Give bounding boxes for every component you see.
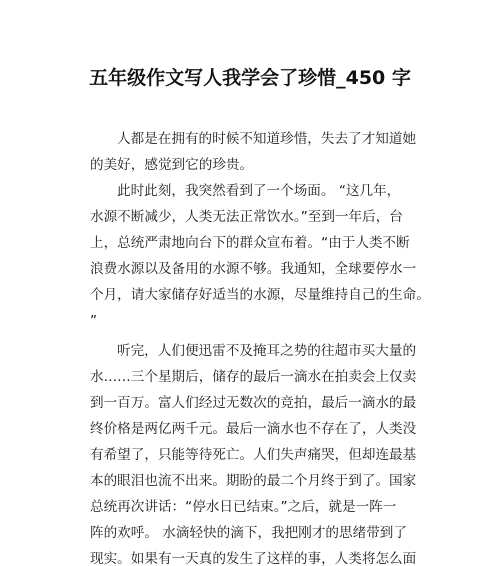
text-line: 阵的欢呼。 水滴轻快的滴下，我把刚才的思绪带到了	[90, 525, 407, 541]
text-line: 水……三个星期后，储存的最后一滴水在拍卖会上仅卖	[90, 369, 417, 385]
text-line: 终价格是两亿两千元。最后一滴水也不存在了，人类没	[90, 421, 417, 437]
text-line: 此时此刻，我突然看到了一个场面。 “这几年，	[117, 183, 401, 199]
text-line: 水源不断减少，人类无法正常饮水。”至到一年后，台	[90, 209, 403, 225]
text-line: 浪费水源以及备用的水源不够。我通知，全球要停水一	[90, 261, 417, 277]
text-line: 有希望了，只能等待死亡。人们失声痛哭，但却连最基	[90, 447, 417, 463]
text-line: ”	[90, 313, 98, 329]
text-line: 上，总统严肃地向台下的群众宣布着。“由于人类不断	[90, 235, 410, 251]
text-line: 总统再次讲话：“停水日已结束。”之后，就是一阵一	[90, 499, 397, 515]
text-line: 到一百万。富人们经过无数次的竞拍，最后一滴水的最	[90, 395, 417, 411]
document-title: 五年级作文写人我学会了珍惜_450 字	[89, 67, 411, 89]
text-line: 现实。如果有一天真的发生了这样的事，人类将怎么面	[90, 551, 417, 566]
text-line: 人都是在拥有的时候不知道珍惜，失去了才知道她	[117, 131, 417, 147]
text-line: 听完，人们便迅雷不及掩耳之势的往超市买大量的	[117, 343, 417, 359]
text-line: 的美好，感觉到它的珍贵。	[90, 157, 254, 173]
text-line: 本的眼泪也流不出来。期盼的最二个月终于到了。国家	[90, 473, 417, 489]
text-line: 个月，请大家储存好适当的水源，尽量维持自己的生命。	[90, 287, 430, 303]
